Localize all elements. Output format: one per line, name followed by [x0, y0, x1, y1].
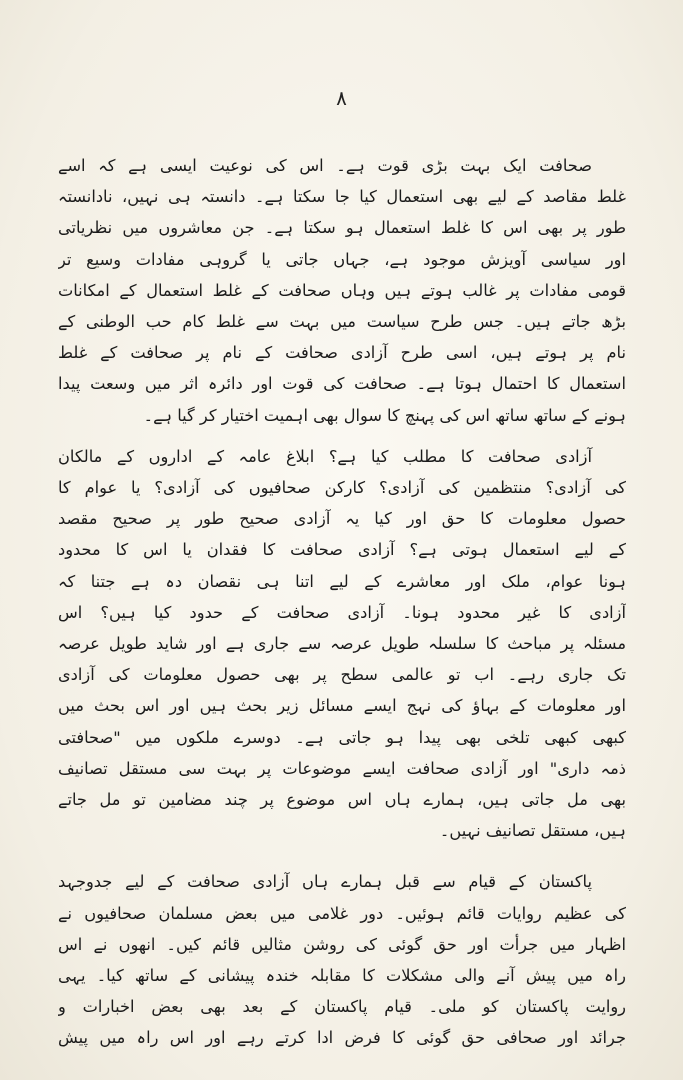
text-line: ہیں، مستقل تصانیف نہیں۔	[439, 821, 626, 841]
text-line: صحافت ایک بہت بڑی قوت ہے۔ اس کی نوعیت ایسی ہے کہ اسے	[58, 156, 592, 175]
text-line: کبھی کبھی تلخی بھی پیدا ہو جاتی ہے۔ دوسرے ملکوں میں "صحافتی	[58, 727, 626, 747]
paragraph-1	[58, 150, 626, 431]
text-line: اور معلومات کے بہاؤ کی نہج ایسے مسائل زیر بحث ہیں اور اس بحث میں	[58, 696, 626, 716]
text-line: راہ میں پیش آنے والی مشکلات کا مقابلہ خندہ پیشانی کے ساتھ کیا۔ یہی	[58, 966, 626, 986]
text-line: بھی مل جاتی ہیں، ہمارے ہاں اس موضوع پر چند مضامین تو مل جاتے	[58, 790, 626, 810]
text-line: آزادی کا غیر محدود ہونا۔ آزادی صحافت کے حدود کیا ہیں؟ اس	[58, 602, 626, 622]
page-number: ۸	[336, 86, 347, 110]
text-line: قومی مفادات پر غالب ہوتے ہیں وہاں صحافت کے غلط استعمال کے امکانات	[58, 280, 626, 300]
text-line: استعمال کا احتمال ہوتا ہے۔ صحافت کی قوت اور دائرہ اثر میں وسعت پیدا	[58, 374, 626, 394]
text-line: تک جاری رہے۔ اب تو عالمی سطح پر بھی حصول معلومات کی آزادی	[58, 665, 626, 685]
text-line: مسئلہ پر مباحث کا سلسلہ طویل عرصہ سے جاری ہے اور شاید طویل عرصہ	[58, 634, 626, 654]
body-text	[58, 150, 626, 1054]
text-line: اور سیاسی آویزش موجود ہے، جہاں جاتی یا گروہی مفادات وسیع تر	[58, 249, 626, 269]
text-line: ذمہ داری" اور آزادی صحافت ایسے موضوعات پر بہت سی مستقل تصانیف	[58, 758, 626, 778]
text-line: غلط مقاصد کے لیے بھی استعمال کیا جا سکتا ہے۔ دانستہ ہی نہیں، نادانستہ	[58, 187, 626, 207]
text-line: روایت پاکستان کو ملی۔ قیام پاکستان کے بعد بھی بعض اخبارات و	[58, 997, 626, 1017]
text-line: کی عظیم روایات قائم ہوئیں۔ دور غلامی میں بعض مسلمان صحافیوں نے	[58, 903, 626, 923]
text-line: اظہار میں جرأت اور حق گوئی کی روشن مثالیں قائم کیں۔ انھوں نے اس	[58, 934, 626, 954]
paragraph-2	[58, 441, 626, 847]
text-line: طور پر بھی اس کا غلط استعمال ہو سکتا ہے۔ جن معاشروں میں نظریاتی	[58, 218, 626, 238]
paragraph-3	[58, 866, 626, 1053]
text-line: کی آزادی؟ منتظمین کی آزادی؟ کارکن صحافیوں کی آزادی؟ یا عوام کا	[58, 478, 626, 498]
text-line: ہونا عوام، ملک اور معاشرے کے لیے اتنا ہی نقصان دہ ہے جتنا کہ	[58, 571, 626, 591]
text-line: جرائد اور صحافی حق گوئی کا فرض ادا کرتے رہے اور اس راہ میں پیش	[58, 1028, 626, 1048]
text-line: کے لیے استعمال ہوتی ہے؟ آزادی صحافت کا فقدان یا اس کا محدود	[58, 540, 626, 560]
text-line: ہونے کے ساتھ ساتھ اس کی پہنچ کا سوال بھی اہمیت اختیار کر گیا ہے۔	[143, 405, 626, 425]
text-line: بڑھ جاتے ہیں۔ جس طرح سیاست میں بہت سے غلط کام حب الوطنی کے	[58, 312, 626, 332]
text-line: نام پر ہوتے ہیں، اسی طرح آزادی صحافت کے نام پر صحافت کے غلط	[58, 343, 626, 363]
text-line: پاکستان کے قیام سے قبل ہمارے ہاں آزادی صحافت کے لیے جدوجہد	[58, 872, 592, 892]
text-line: آزادی صحافت کا مطلب کیا ہے؟ ابلاغ عامہ کے اداروں کے مالکان	[58, 446, 592, 466]
text-line: حصول معلومات کا حق اور کیا یہ آزادی صحیح طور پر صحیح مقصد	[58, 509, 626, 529]
